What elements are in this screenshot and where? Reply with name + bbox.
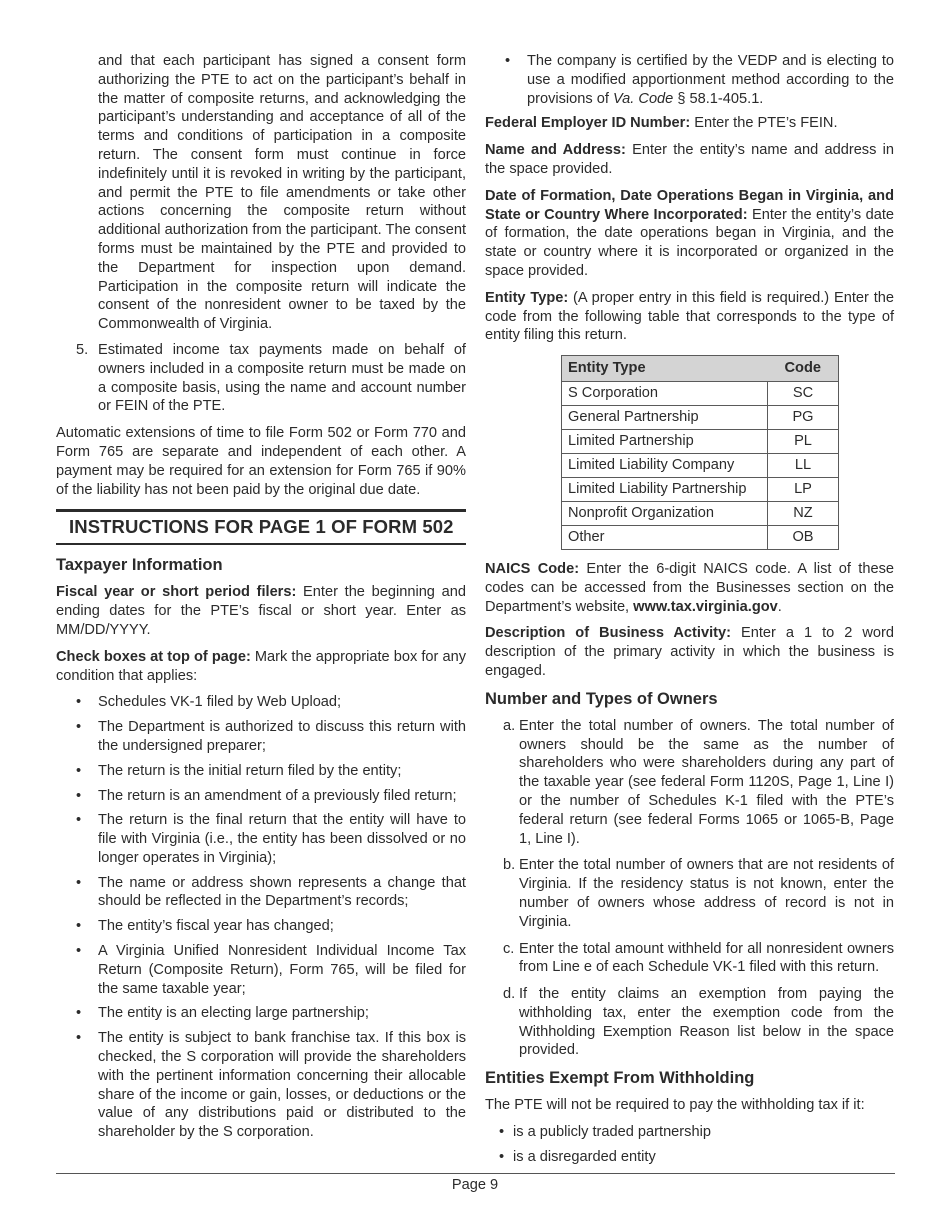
code-cell: PG: [768, 405, 839, 429]
table-row: [562, 405, 839, 429]
owners-item-c: [485, 940, 894, 978]
entity-type-table: [561, 355, 839, 550]
list-item: [56, 1004, 466, 1023]
list-item: [56, 811, 466, 867]
naics-label: NAICS Code:: [485, 560, 580, 577]
item-letter: b.: [503, 857, 516, 874]
list-item: [485, 1123, 894, 1142]
item-text: Enter the total number of owners that are not residents of Virginia. If the residency status is not known, enter the number of owners whose address of record is not in Virginia.: [519, 857, 894, 930]
entity-type-cell: Nonprofit Organization: [562, 501, 768, 525]
entity-type-cell: S Corporation: [562, 381, 768, 405]
section-heading: INSTRUCTIONS FOR PAGE 1 OF FORM 502: [56, 509, 466, 545]
code-cell: OB: [768, 525, 839, 549]
business-activity-text: Enter a 1 to 2 word description of the primary activity in which the business is engaged.: [485, 625, 894, 679]
owners-item-b: [485, 856, 894, 931]
entity-type-text: (A proper entry in this field is required.) Enter the code from the following table that corresponds to the type of entity filing this return.: [485, 289, 894, 344]
owners-item-d: [485, 985, 894, 1060]
list-item: [56, 718, 466, 756]
code-cell: NZ: [768, 501, 839, 525]
list-item: [56, 874, 466, 912]
entity-type-label: Entity Type:: [485, 289, 569, 306]
list-item: [56, 917, 466, 936]
list-item: [56, 1029, 466, 1142]
fein-paragraph: [485, 114, 894, 133]
date-formation-paragraph: [485, 187, 894, 281]
vedp-section: § 58.1-405.1.: [673, 90, 764, 107]
list-item: [56, 787, 466, 806]
name-address-label: Name and Address:: [485, 142, 626, 159]
item-number: 5.: [76, 341, 89, 358]
numbered-item-5: [56, 341, 466, 416]
entity-type-cell: Other: [562, 525, 768, 549]
naics-paragraph: [485, 560, 894, 616]
item-letter: d.: [503, 986, 516, 1003]
list-item: [56, 693, 466, 712]
entity-type-cell: Limited Partnership: [562, 429, 768, 453]
owners-heading: Number and Types of Owners: [485, 689, 718, 708]
business-activity-label: Description of Business Activity:: [485, 625, 731, 642]
item-text: Enter the total number of owners. The total number of owners should be the same as the number of shareholders who were shareholders during any part of the taxable year (see federal Form 1120S, Page 1, Line I) or the number of Schedules K-1 filed with the PTE’s federal return (see federal Forms 1065 or 1065-B, Page 1, Line I).: [519, 717, 894, 847]
naics-period: .: [777, 598, 782, 615]
entity-type-paragraph: [485, 289, 894, 345]
date-formation-label: Date of Formation, Date Operations Began in Virginia, and State or Country Where Incorporated:: [485, 187, 894, 223]
bullet-icon: •: [76, 787, 82, 804]
footer-divider: [56, 1173, 895, 1174]
bullet-icon: •: [76, 694, 82, 711]
item-text: Estimated income tax payments made on behalf of owners included in a composite return must be made on a composite basis, using the name and account number or FEIN of the PTE.: [98, 341, 466, 415]
table-row: [562, 381, 839, 405]
code-cell: PL: [768, 429, 839, 453]
item-text: Enter the total amount withheld for all nonresident owners from Line e of each Schedule VK-1 filed with this return.: [519, 940, 894, 976]
item-letter: c.: [503, 940, 515, 957]
business-activity-paragraph: [485, 624, 894, 680]
code-cell: SC: [768, 381, 839, 405]
fiscal-year-label: Fiscal year or short period filers:: [56, 584, 297, 601]
code-cell: LP: [768, 477, 839, 501]
fiscal-year-text: Enter the beginning and ending dates for the PTE’s fiscal or short year. Enter as MM/DD/YYYY.: [56, 584, 466, 638]
fein-text: Enter the PTE’s FEIN.: [690, 115, 838, 132]
bullet-icon: •: [76, 719, 82, 736]
name-address-paragraph: [485, 141, 894, 179]
vedp-text: The company is certified by the VEDP and is electing to use a modified apportionment method according to the provisions of: [527, 53, 894, 107]
entity-type-cell: Limited Liability Partnership: [562, 477, 768, 501]
list-item: [485, 1148, 894, 1167]
bullet-icon: •: [499, 1148, 505, 1165]
fiscal-year-paragraph: [56, 583, 466, 639]
list-item-text: The return is the final return that the entity will have to file with Virginia (i.e., the entity has been dissolved or no longer operates in Virginia);: [98, 812, 466, 866]
bullet-icon: •: [76, 762, 82, 779]
entity-type-cell: Limited Liability Company: [562, 453, 768, 477]
date-formation-text: Enter the entity’s date of formation, the date operations began in Virginia, and the state or country where it is incorporated or organized in the space provided.: [485, 206, 895, 279]
check-boxes-paragraph: [56, 648, 466, 686]
exempt-list: [485, 1123, 894, 1167]
bullet-icon: •: [76, 1030, 82, 1047]
list-item: [56, 762, 466, 781]
vedp-list: [485, 52, 894, 108]
bullet-icon: •: [76, 918, 82, 935]
bullet-icon: •: [499, 1124, 505, 1141]
list-item-text: is a disregarded entity: [513, 1148, 656, 1165]
list-item-text: The entity is subject to bank franchise tax. If this box is checked, the S corporation will provide the shareholders with the pertinent information concerning their allocable share of the income or gain, losses, or deductions or the value of any distributions paid or distributed to the shareholder by the S corporation.: [98, 1030, 466, 1141]
column-header-code: Code: [768, 356, 839, 382]
item-letter: a.: [503, 717, 516, 734]
list-item-text: The entity is an electing large partnership;: [98, 1005, 369, 1022]
table-row: [562, 453, 839, 477]
naics-text: Enter the 6-digit NAICS code. A list of these codes can be accessed from the Businesses section on the Department’s website,: [485, 560, 894, 615]
check-boxes-text: Mark the appropriate box for any condition that applies:: [56, 648, 466, 684]
left-column: [56, 52, 466, 1148]
list-item-text: Schedules VK-1 filed by Web Upload;: [98, 694, 342, 711]
column-header-entity-type: Entity Type: [562, 356, 768, 382]
consent-continuation: and that each participant has signed a consent form authorizing the PTE to act on the participant’s behalf in the matter of composite returns, and acknowledging the participant’s understanding and acceptance of all of the terms and conditions of participation in a composite return. The consent form must continue in force indefinitely until it is revoked in writing by the participant, and permit the PTE to file amendments or take other actions concerning the composite return without additional authorization from the participant. The consent forms must be maintained by the PTE and provided to the Department for inspection upon demand. Participation in the composite return will indicate the consent of the nonresident owner to be taxed by the Commonwealth of Virginia.: [98, 53, 466, 333]
list-item-text: The return is an amendment of a previously filed return;: [98, 787, 457, 804]
entity-type-cell: General Partnership: [562, 405, 768, 429]
check-boxes-label: Check boxes at top of page:: [56, 648, 251, 665]
code-cell: LL: [768, 453, 839, 477]
taxpayer-info-heading: Taxpayer Information: [56, 556, 223, 575]
va-code-citation: Va. Code: [612, 90, 674, 107]
table-row: [562, 525, 839, 549]
checkbox-conditions-list: [56, 693, 466, 1142]
fein-label: Federal Employer ID Number:: [485, 115, 691, 132]
table-row: [562, 501, 839, 525]
list-item-text: The name or address shown represents a change that should be reflected in the Department’s records;: [98, 874, 466, 910]
bullet-icon: •: [505, 53, 511, 69]
right-column: [485, 52, 894, 1173]
bullet-icon: •: [76, 812, 82, 829]
list-item-text: The return is the initial return filed by the entity;: [98, 762, 402, 779]
bullet-icon: •: [76, 943, 82, 960]
list-item-text: A Virginia Unified Nonresident Individual Income Tax Return (Composite Return), Form 765, will be filed for the same taxable year;: [98, 943, 466, 997]
extensions-paragraph: Automatic extensions of time to file Form 502 or Form 770 and Form 765 are separate and independent of each other. A payment may be required for an extension for Form 765 if 90% of the liability has not been paid by the original due date.: [56, 425, 466, 498]
page-number: Page 9: [451, 1177, 499, 1193]
bullet-icon: •: [76, 1005, 82, 1022]
table-header-row: [562, 356, 839, 382]
website-link[interactable]: www.tax.virginia.gov: [633, 598, 778, 615]
list-item-text: The entity’s fiscal year has changed;: [98, 918, 334, 935]
owners-item-a: [485, 717, 894, 849]
item-text: If the entity claims an exemption from paying the withholding tax, enter the exemption code from the Withholding Exemption Reason list below in the space provided.: [519, 986, 894, 1059]
table-row: [562, 429, 839, 453]
bullet-icon: •: [76, 874, 82, 891]
exempt-heading: Entities Exempt From Withholding: [485, 1069, 755, 1088]
list-item-text: The Department is authorized to discuss this return with the undersigned preparer;: [98, 719, 466, 754]
name-address-text: Enter the entity’s name and address in the space provided.: [485, 142, 894, 177]
list-item-text: is a publicly traded partnership: [513, 1124, 711, 1141]
exempt-intro: The PTE will not be required to pay the withholding tax if it:: [485, 1097, 865, 1114]
list-item: [485, 52, 894, 108]
list-item: [56, 942, 466, 998]
table-row: [562, 477, 839, 501]
